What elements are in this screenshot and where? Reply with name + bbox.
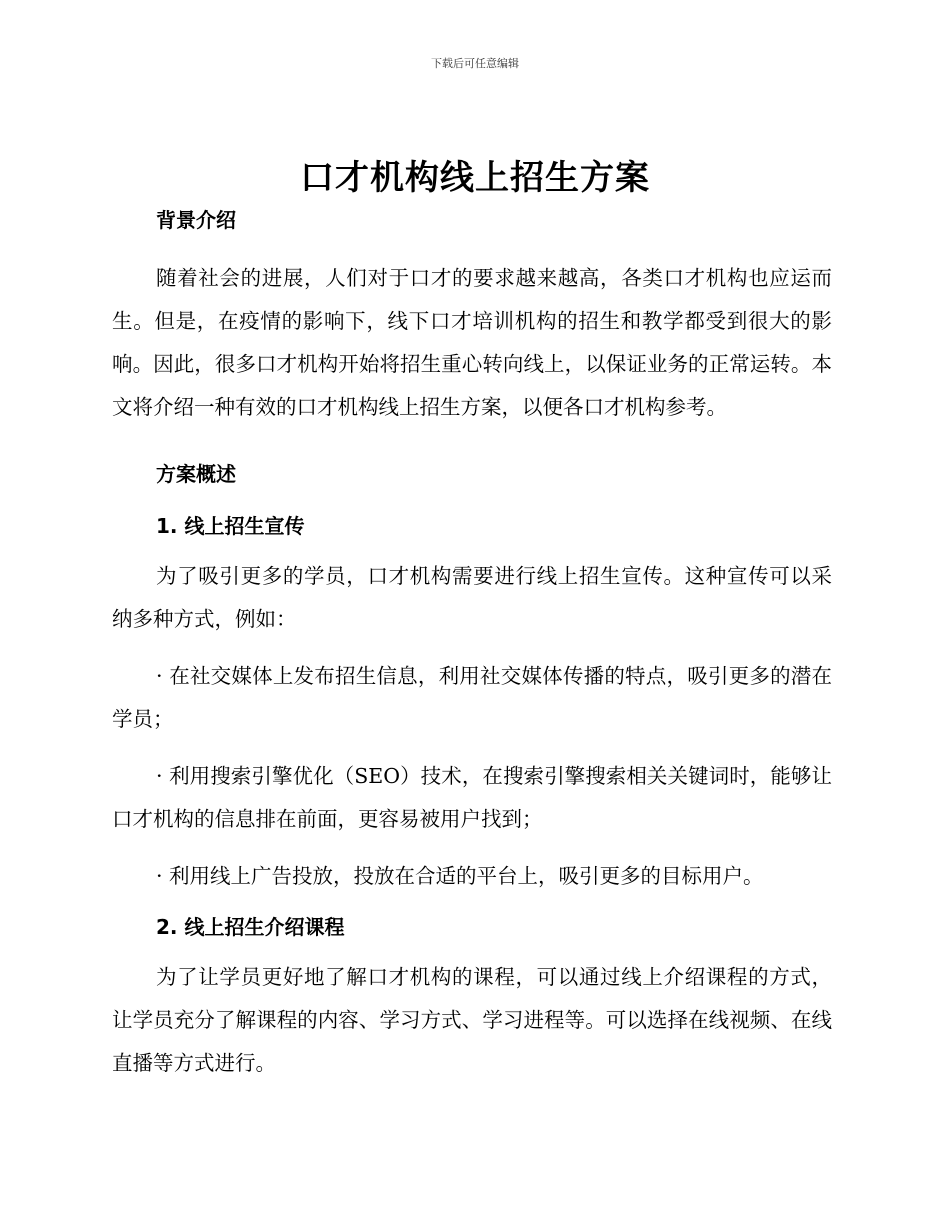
page-title: 口才机构线上招生方案 [300,158,650,198]
item2-paragraph: 为了让学员更好地了解口才机构的课程，可以通过线上介绍课程的方式，让学员充分了解课程的内容、学习方式、学习进程等。可以选择在线视频、在线直播等方式进行。 [112,965,832,1075]
section-heading-overview: 方案概述 [156,462,236,486]
document-body [112,205,832,1085]
bullet-item-3: · 利用线上广告投放，投放在合适的平台上，吸引更多的目标用户。 [156,864,764,888]
header-note: 下载后可任意编辑 [431,57,519,70]
background-paragraph: 随着社会的进展，人们对于口才的要求越来越高，各类口才机构也应运而生。但是，在疫情的影响下，线下口才培训机构的招生和教学都受到很大的影响。因此，很多口才机构开始将招生重心转向线上，以保证业务的正常运转。本文将介绍一种有效的口才机构线上招生方案，以便各口才机构参考。 [112,266,832,419]
bullet-item-1: · 在社交媒体上发布招生信息，利用社交媒体传播的特点，吸引更多的潜在学员； [112,664,832,731]
section-heading-item2: 2. 线上招生介绍课程 [156,915,345,939]
item1-paragraph: 为了吸引更多的学员，口才机构需要进行线上招生宣传。这种宣传可以采纳多种方式，例如： [112,564,832,631]
section-heading-item1: 1. 线上招生宣传 [156,514,305,538]
section-heading-background: 背景介绍 [156,208,236,232]
bullet-item-2: · 利用搜索引擎优化（SEO）技术，在搜索引擎搜索相关关键词时，能够让口才机构的信息排在前面，更容易被用户找到； [112,764,832,831]
